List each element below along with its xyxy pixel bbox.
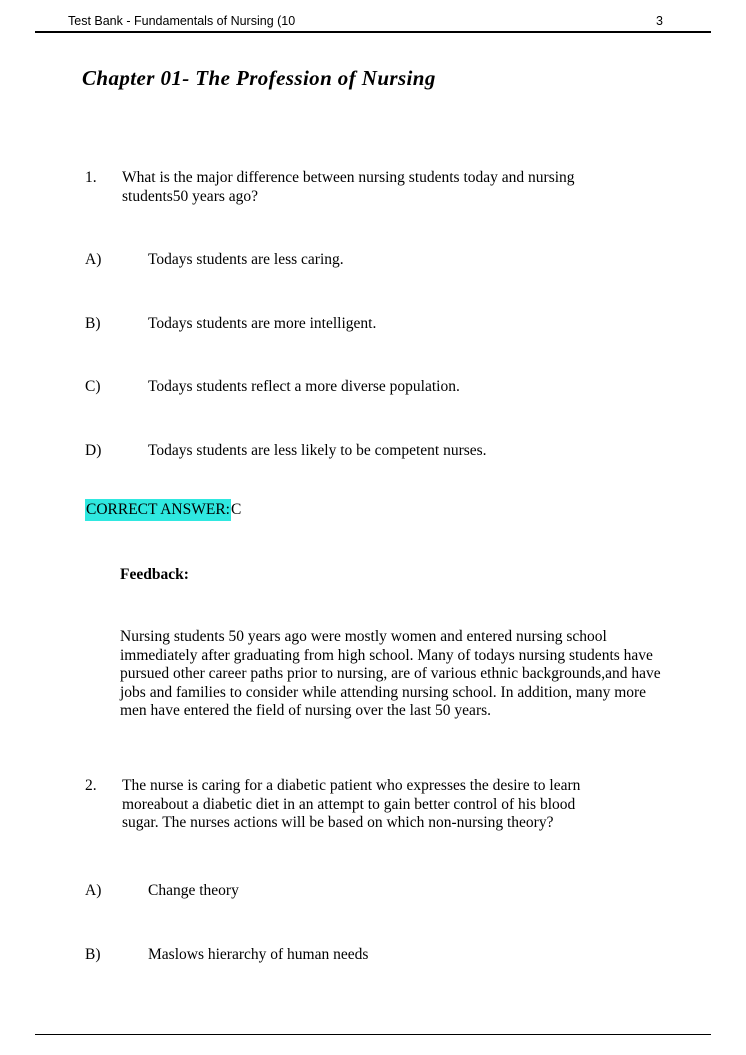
option-letter: B) bbox=[85, 315, 101, 332]
question-1-option-b bbox=[85, 315, 648, 334]
option-text: Todays students reflect a more diverse population. bbox=[148, 378, 460, 395]
option-letter: A) bbox=[85, 251, 102, 268]
option-letter: A) bbox=[85, 882, 102, 899]
chapter-title: Chapter 01- The Profession of Nursing bbox=[82, 66, 436, 90]
question-1-option-a bbox=[85, 251, 648, 270]
option-text: Maslows hierarchy of human needs bbox=[148, 946, 369, 963]
option-text: Change theory bbox=[148, 882, 239, 899]
option-text: Todays students are more intelligent. bbox=[148, 315, 377, 332]
option-letter: B) bbox=[85, 946, 101, 963]
correct-answer-label: CORRECT ANSWER: bbox=[85, 499, 231, 521]
question-2-option-a bbox=[85, 882, 648, 901]
question-2-number: 2. bbox=[85, 777, 97, 794]
page-bottom-rule bbox=[35, 1034, 711, 1035]
feedback-text: Nursing students 50 years ago were mostly women and entered nursing school immediately after graduating from high school. Many of todays nursing students have pursued other career paths prior to nursing, are of various ethnic backgrounds,and have jobs and families to consider while attending nursing school. In addition, many more men have entered the field of nursing over the last 50 years. bbox=[120, 628, 661, 719]
option-letter: D) bbox=[85, 442, 102, 459]
question-2-option-b bbox=[85, 946, 648, 965]
header-title: Test Bank - Fundamentals of Nursing (10 bbox=[68, 14, 296, 28]
option-text: Todays students are less caring. bbox=[148, 251, 344, 268]
option-letter: C) bbox=[85, 378, 101, 395]
question-1-option-d bbox=[85, 442, 648, 461]
feedback-label: Feedback: bbox=[120, 566, 189, 583]
option-text: Todays students are less likely to be competent nurses. bbox=[148, 442, 487, 459]
question-2 bbox=[85, 777, 609, 833]
question-1 bbox=[85, 169, 609, 206]
question-1-option-c bbox=[85, 378, 648, 397]
question-1-number: 1. bbox=[85, 169, 97, 186]
correct-answer-value: C bbox=[230, 501, 242, 518]
question-2-text: The nurse is caring for a diabetic patient who expresses the desire to learn moreabout a diabetic diet in an attempt to gain better control of his blood sugar. The nurses actions will be based on which non-nursing theory? bbox=[122, 777, 581, 831]
question-1-text: What is the major difference between nursing students today and nursing students50 years ago? bbox=[122, 169, 575, 205]
page-number: 3 bbox=[656, 14, 663, 28]
correct-answer-line bbox=[85, 501, 241, 520]
page-header bbox=[35, 14, 711, 33]
